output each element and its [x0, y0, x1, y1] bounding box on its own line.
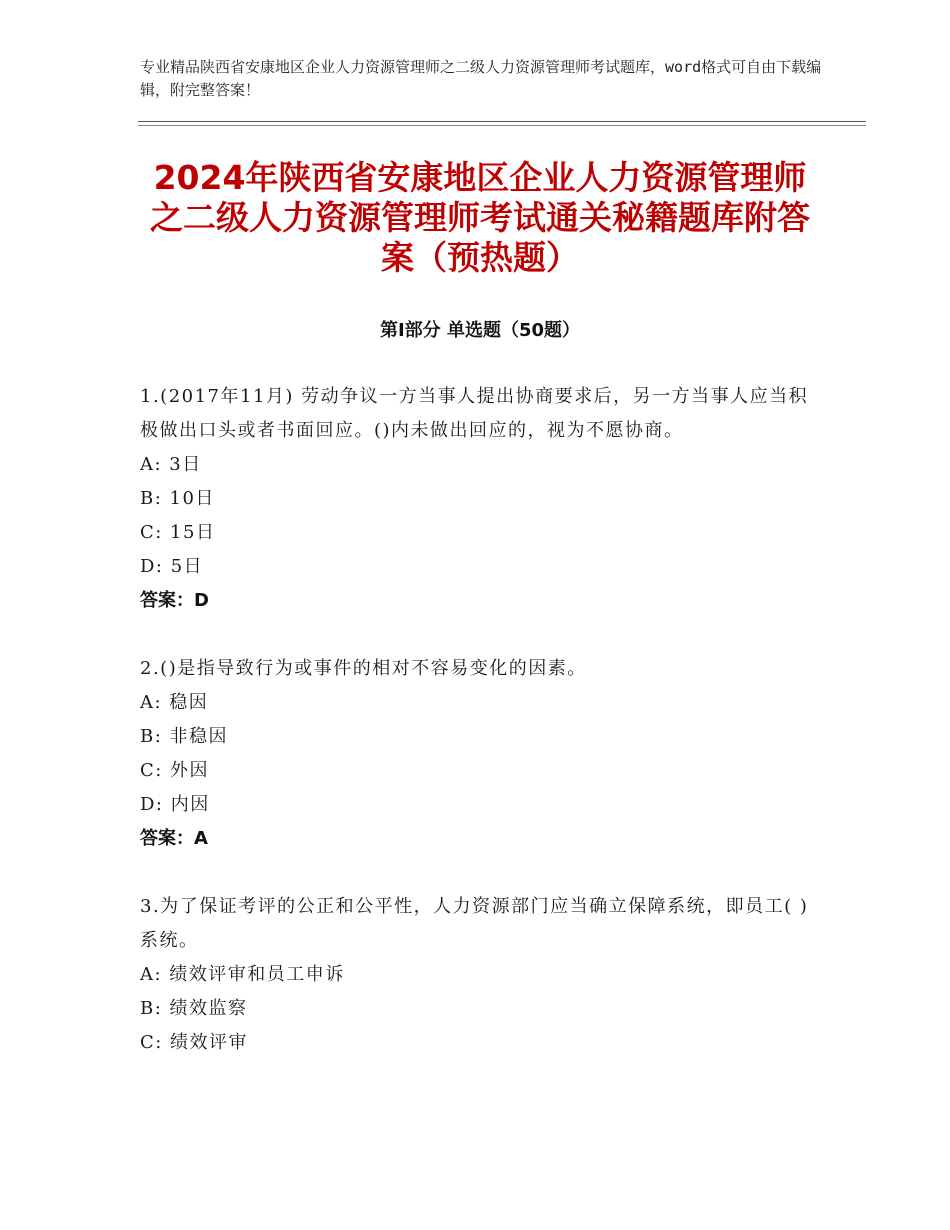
question-stem: 3.为了保证考评的公正和公平性，人力资源部门应当确立保障系统，即员工( )系统。	[140, 896, 809, 951]
answer-line: 答案：A	[140, 828, 208, 849]
option-c: C: 外因	[140, 760, 210, 781]
question-3	[140, 890, 820, 1060]
option-a: A: 绩效评审和员工申诉	[140, 964, 345, 985]
question-1	[140, 380, 820, 618]
option-c: C: 绩效评审	[140, 1032, 249, 1053]
header-divider	[138, 121, 866, 122]
option-c: C: 15日	[140, 522, 216, 543]
option-a: A: 稳因	[140, 692, 209, 713]
question-list	[140, 380, 820, 1094]
header-note: 专业精品陕西省安康地区企业人力资源管理师之二级人力资源管理师考试题库，word格式可自由下载编辑，附完整答案！	[140, 58, 822, 99]
question-2	[140, 652, 820, 856]
option-d: D: 内因	[140, 794, 210, 815]
option-b: B: 非稳因	[140, 726, 229, 747]
answer-line: 答案：D	[140, 590, 209, 611]
option-d: D: 5日	[140, 556, 204, 577]
question-stem: 1.(2017年11月) 劳动争议一方当事人提出协商要求后，另一方当事人应当积极做出口头或者书面回应。()内未做出回应的，视为不愿协商。	[140, 386, 809, 441]
option-b: B: 10日	[140, 488, 215, 509]
section-title: 第Ⅰ部分 单选题（50题）	[379, 320, 580, 341]
option-b: B: 绩效监察	[140, 998, 248, 1019]
header-divider-secondary	[138, 125, 866, 126]
document-title: 2024年陕西省安康地区企业人力资源管理师之二级人力资源管理师考试通关秘籍题库附答案（预热题）	[150, 158, 810, 277]
question-stem: 2.()是指导致行为或事件的相对不容易变化的因素。	[140, 658, 587, 679]
option-a: A: 3日	[140, 454, 202, 475]
